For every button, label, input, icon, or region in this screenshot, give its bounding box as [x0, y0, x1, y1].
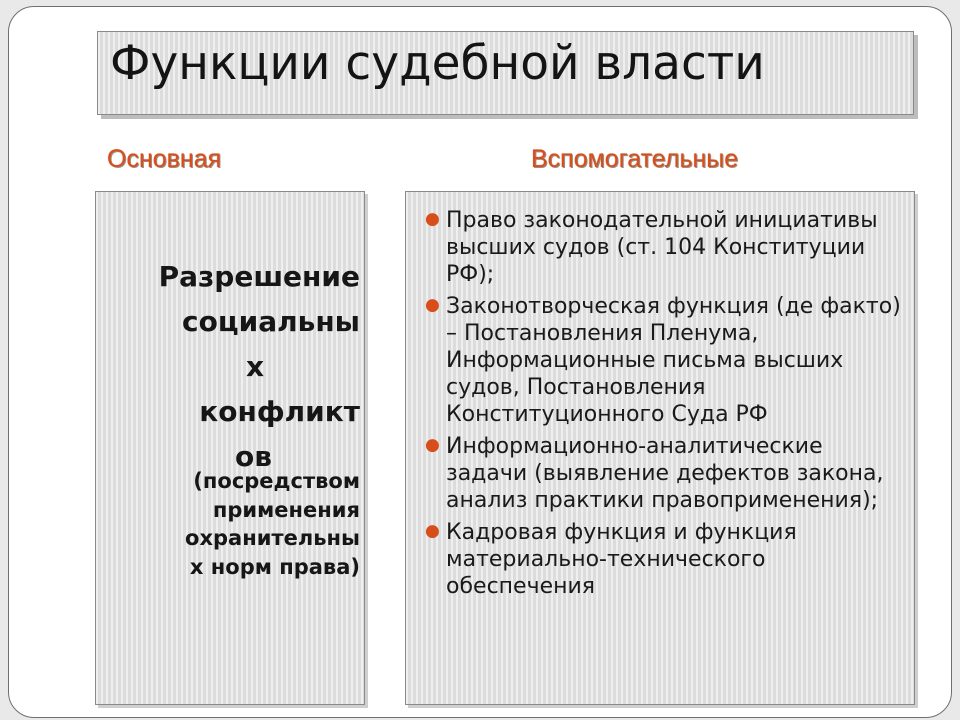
primary-function-note: [104, 467, 360, 581]
primary-note-line: применения: [212, 497, 360, 522]
list-item-text: Законотворческая функция (де факто) – Постановления Пленума, Информационные письма высших судов, Постановления Конституционного Суда РФ: [446, 294, 901, 427]
bullet-dot-icon: ●: [425, 209, 440, 229]
primary-note-line: х норм права): [189, 554, 360, 579]
bullet-dot-icon: ●: [425, 521, 440, 541]
primary-title-line: социальны: [182, 305, 360, 338]
list-item-text: Кадровая функция и функция материально-технического обеспечения: [446, 520, 797, 599]
bullet-dot-icon: ●: [425, 435, 440, 455]
list-item: [406, 293, 914, 428]
list-item: [406, 519, 914, 600]
primary-title-line: конфликт: [199, 395, 360, 428]
auxiliary-heading: Вспомогательные: [531, 145, 739, 173]
bullet-dot-icon: ●: [425, 295, 440, 315]
slide-frame: [8, 6, 952, 718]
primary-note-line: охранительны: [185, 526, 360, 550]
list-item: [406, 207, 914, 288]
list-item-text: Право законодательной инициативы высших судов (ст. 104 Конституции РФ);: [446, 208, 878, 287]
primary-function-title: [104, 254, 360, 479]
list-item-text: Информационно-аналитические задачи (выявление дефектов закона, анализ практики правоприменения);: [446, 434, 884, 513]
auxiliary-list: [406, 207, 914, 600]
primary-title-line: х: [245, 350, 264, 383]
primary-note-line: (посредством: [193, 469, 360, 493]
title-banner: [97, 31, 914, 115]
primary-title-line: Разрешение: [158, 260, 360, 293]
primary-title-line: ов: [235, 440, 272, 473]
slide-title: Функции судебной власти: [110, 36, 765, 91]
auxiliary-panel: [405, 191, 915, 705]
primary-panel: [95, 191, 365, 705]
list-item: [406, 433, 914, 514]
primary-heading: Основная: [107, 145, 222, 173]
